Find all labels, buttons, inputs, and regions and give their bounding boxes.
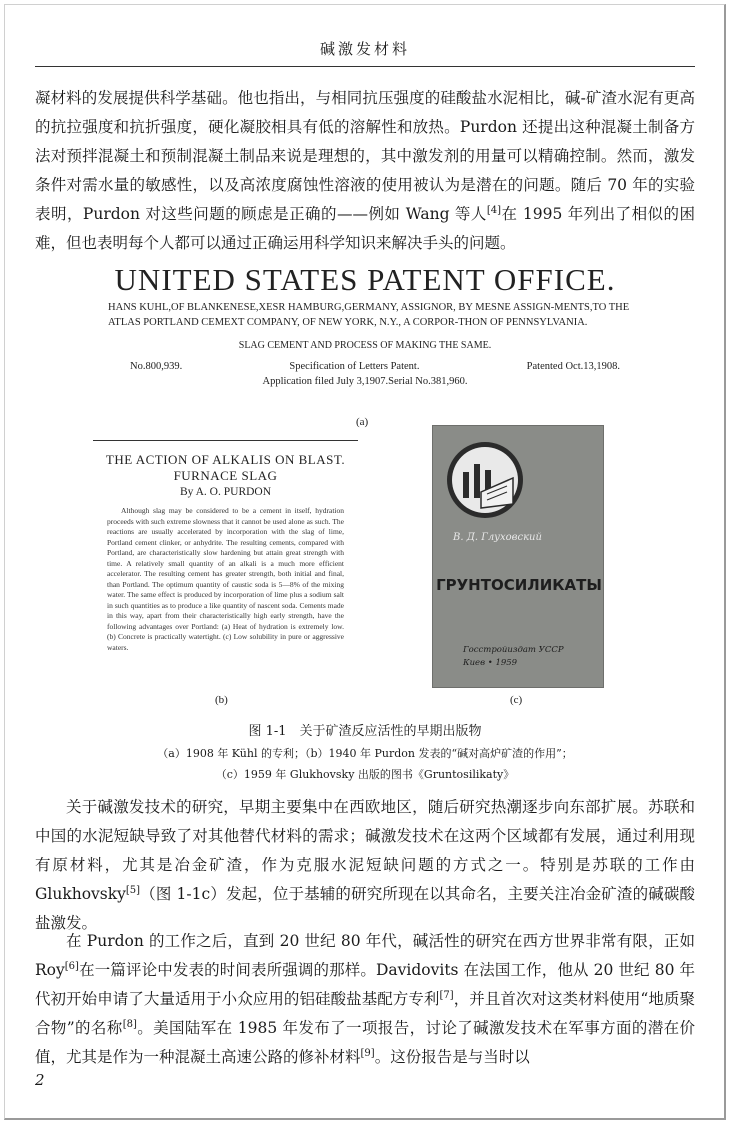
book-publisher-line-2: Киев • 1959 xyxy=(463,658,518,668)
paragraph-text: 凝材料的发展提供科学基础。他也指出，与相同抗压强度的硅酸盐水泥相比，碱-矿渣水泥有更高的抗拉强度和抗折强度，硬化凝胶相具有低的溶解性和放热。Purdon 还提出这种混凝土制备方法对预拌混凝土和预制混凝土制品来说是理想的，其中激发剂的用量可以精确控制。然而，激发条件对需水量的敏感性，以及高浓度腐蚀性溶液的使用被认为是潜在的问题。随后 70 年的实验表明，Purdon 对这些问题的顾虑是正确的——例如 Wang 等人 xyxy=(35,89,695,223)
figure-caption: 图 1-1 关于矿渣反应活性的早期出版物 xyxy=(248,724,482,739)
citation-ref: [9] xyxy=(360,1047,375,1059)
citation-ref: [6] xyxy=(64,960,79,972)
patent-subtitle: SLAG CEMENT AND PROCESS OF MAKING THE SAME. xyxy=(238,340,492,351)
figure-c-book-cover xyxy=(432,425,604,688)
citation-ref: [5] xyxy=(125,884,141,896)
figure-caption-line-2: （c）1959 年 Glukhovsky 出版的图书《Gruntosilikaty》 xyxy=(215,768,515,781)
article-text: Although slag may be considered to be a cement in itself, hydration proceeds with such extreme slowness that it cannot be used alone as such. The reactions are usually accelerated by incorporation with the slag of lime, Portland cement clinker, or anhydrite. The resulting cements, compared with Portland, are characteristically slow hardening but attain great strength with time. A relatively small quantity of an alkali is a much more efficient accelerator. The resulting cement has greater strength, both initial and final, than Portland. The optimum quantity of caustic soda is 5—8% of the mixing water. The same effect is produced by incorporation of lime plus a sodium salt in such quantities as to produce a like quantity of nascent soda. Cements made in this way, apart from their characteristically high early strength, have the following advantages over Portland: (a) Heat of hydration is extremely low. (b) Concrete is practically watertight. (c) Low solubility in pure or aggressive waters. xyxy=(107,506,344,652)
book-author: В. Д. Глуховский xyxy=(453,532,542,543)
paragraph-text: ，并且首次对这类材料使用“地质聚合物”的名称 xyxy=(35,990,695,1037)
book-title: ГРУНТОСИЛИКАТЫ xyxy=(436,576,602,594)
figure-a-label: (a) xyxy=(356,416,369,428)
article-author: By A. O. PURDON xyxy=(179,486,272,498)
paragraph-text: 关于碱激发技术的研究，早期主要集中在西欧地区，随后研究热潮逐步向东部扩展。苏联和中国的水泥短缺导致了对其他替代材料的需求；碱激发技术在这两个区域都有发展，通过利用现有原材料，尤其是冶金矿渣，作为克服水泥短缺问题的方式之一。特别是苏联的工作由 Glukhovsky xyxy=(35,798,695,903)
paragraph-3 xyxy=(35,927,695,1072)
figure-c-label: (c) xyxy=(510,694,523,706)
patent-body: HANS KUHL,OF BLANKENESE,XESR HAMBURG,GERMANY, ASSIGNOR, BY MESNE ASSIGN-MENTS,TO THE ATLAS PORTLAND CEMEXT COMPANY, OF NEW YORK, N.Y., A CORPOR-THON OF PENNSYLVANIA. xyxy=(108,302,630,328)
paragraph-text: （图 1-1c）发起，位于基辅的研究所现在以其命名，主要关注冶金矿渣的碱碳酸盐激发。 xyxy=(35,885,695,932)
patent-filed: Application filed July 3,1907.Serial No.381,960. xyxy=(262,376,468,387)
book-publisher xyxy=(463,644,564,670)
paragraph-text: 。这份报告是与当时以 xyxy=(374,1048,530,1066)
header-rule xyxy=(35,66,695,67)
book-publisher-line-1: Госстройиздат УССР xyxy=(463,645,564,655)
paragraph-text: 在 1995 年列出了相似的困难，但也表明每个人都可以通过正确运用科学知识来解决手头的问题。 xyxy=(35,205,695,252)
figure-b-article xyxy=(93,440,358,685)
patent-spec: Specification of Letters Patent. xyxy=(289,361,420,372)
citation-ref: [8] xyxy=(122,1018,137,1030)
patent-info-row xyxy=(90,361,640,372)
patent-number: No.800,939. xyxy=(130,361,183,372)
figure-a-patent xyxy=(90,262,640,387)
running-head: 碱激发材料 xyxy=(319,40,410,58)
paragraph-text: 在 Purdon 的工作之后，直到 20 世纪 80 年代，碱活性的研究在西方世界非常有限，正如 Roy xyxy=(35,932,695,979)
patent-title: UNITED STATES PATENT OFFICE. xyxy=(114,262,616,297)
factory-emblem-icon xyxy=(447,442,523,518)
paragraph-2 xyxy=(35,793,695,938)
citation-ref: [7] xyxy=(439,989,454,1001)
figure-caption-line-1: （a）1908 年 Kühl 的专利；（b）1940 年 Purdon 发表的“碱对高炉矿渣的作用”； xyxy=(157,747,573,760)
factory-illustration-icon xyxy=(447,442,523,518)
paragraph-text: 在一篇评论中发表的时间表所强调的那样。Davidovits 在法国工作，他从 20 世纪 80 年代初开始申请了大量适用于小众应用的铝硅酸盐基配方专利 xyxy=(35,961,695,1008)
patent-date: Patented Oct.13,1908. xyxy=(526,361,620,372)
paragraph-text: 。美国陆军在 1985 年发布了一项报告，讨论了碱激发技术在军事方面的潜在价值，尤其是作为一种混凝土高速公路的修补材料 xyxy=(35,1019,695,1066)
article-title-line-2: FURNACE SLAG xyxy=(173,468,278,483)
article-title xyxy=(93,452,358,484)
paragraph-1 xyxy=(35,84,695,258)
figure-b-label: (b) xyxy=(215,694,228,706)
citation-ref: [4] xyxy=(486,204,502,216)
article-rule xyxy=(93,440,358,441)
page-number: 2 xyxy=(35,1071,45,1089)
article-title-line-1: THE ACTION OF ALKALIS ON BLAST. xyxy=(105,452,346,467)
